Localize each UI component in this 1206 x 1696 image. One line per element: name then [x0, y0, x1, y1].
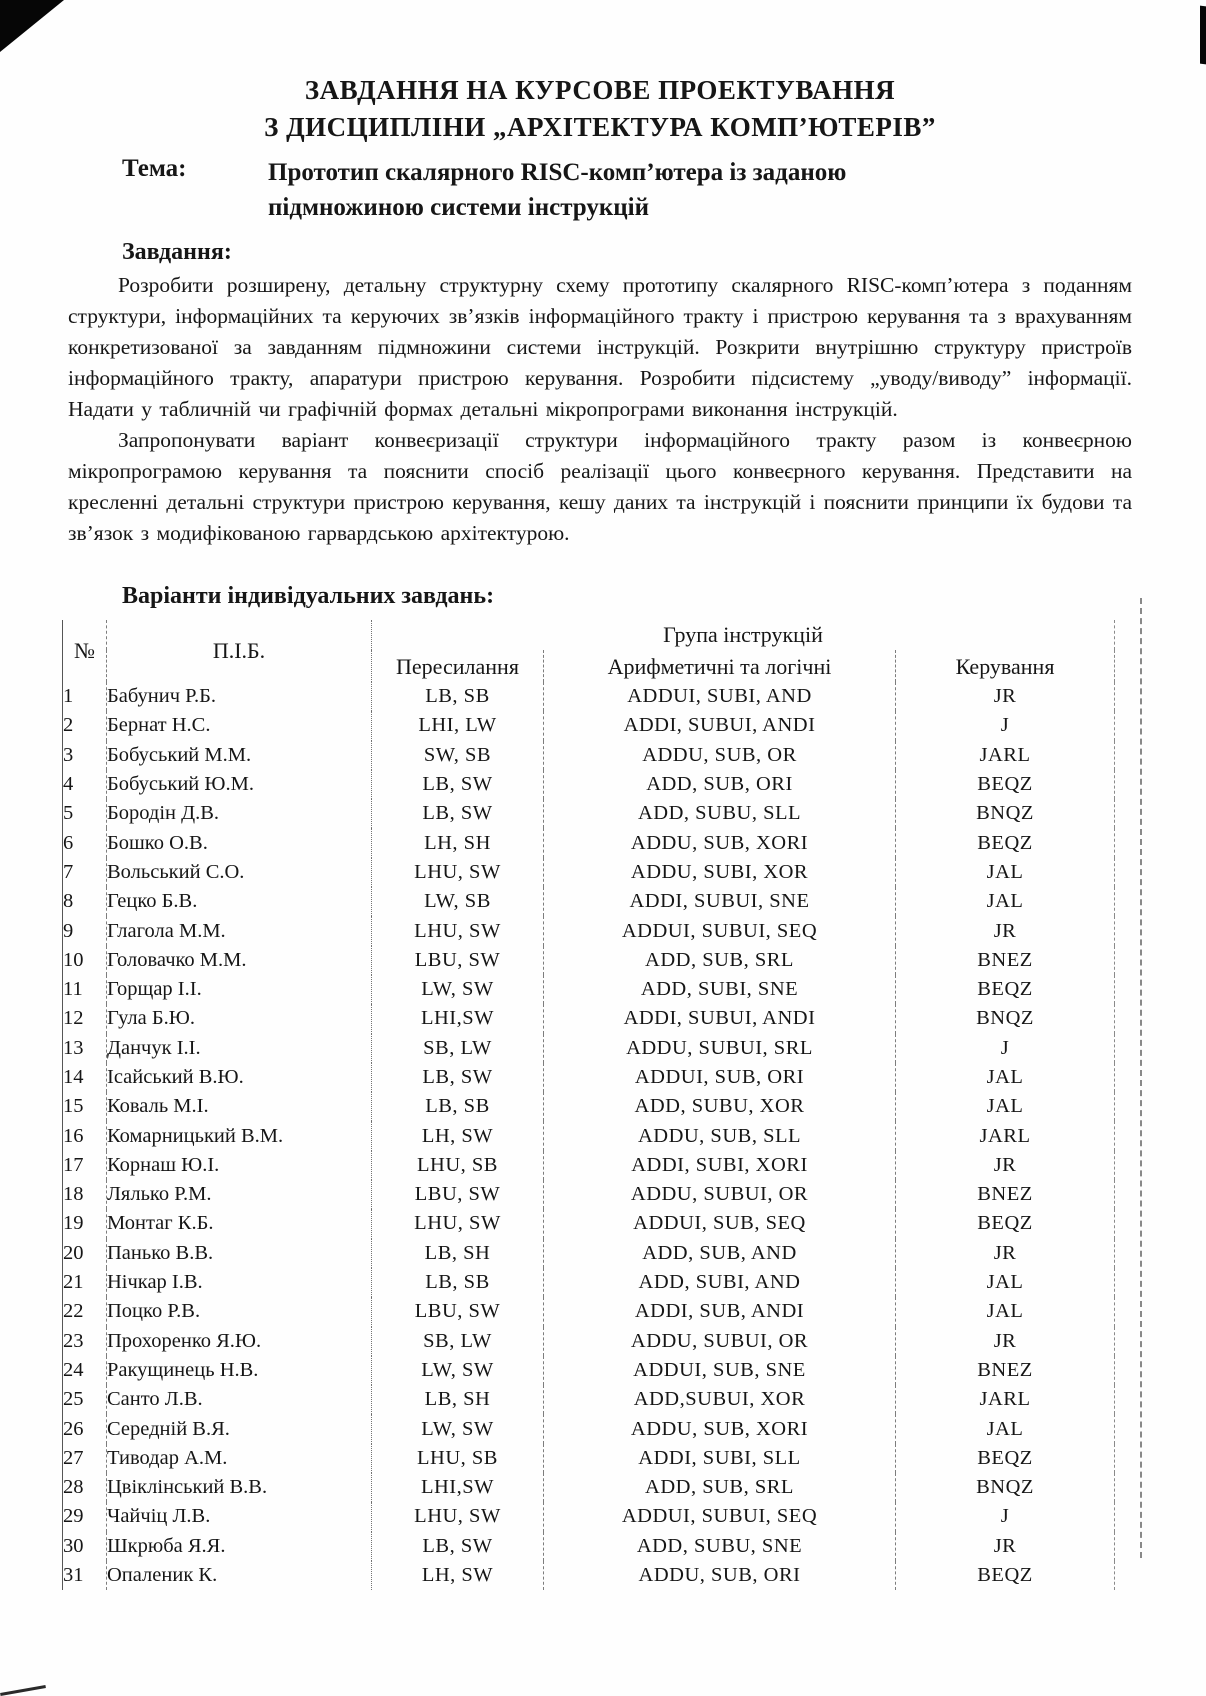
table-row: [63, 1502, 1115, 1531]
column-header-number: №: [74, 638, 95, 663]
student-name: Монтаг К.Б.: [107, 1209, 372, 1238]
table-row: [63, 799, 1115, 828]
move-instructions: LHU, SB: [372, 1151, 544, 1180]
control-instruction: BNEZ: [896, 1356, 1115, 1385]
control-instruction: BEQZ: [896, 1444, 1115, 1473]
table-row: [63, 946, 1115, 975]
variant-number: 23: [63, 1329, 84, 1352]
alu-instructions: ADDU, SUB, XORI: [544, 828, 896, 857]
variant-number: 19: [63, 1212, 84, 1235]
control-instruction: BNEZ: [896, 1180, 1115, 1209]
table-row: [63, 1327, 1115, 1356]
control-instruction: JR: [896, 682, 1115, 711]
variant-number: 1: [63, 685, 74, 708]
table-row: [63, 711, 1115, 740]
alu-instructions: ADD, SUBI, SNE: [544, 975, 896, 1004]
document-title-line1: ЗАВДАННЯ НА КУРСОВЕ ПРОЕКТУВАННЯ: [304, 75, 896, 105]
student-name: Панько В.В.: [107, 1239, 372, 1268]
table-row: [63, 1239, 1115, 1268]
variants-table-body: [63, 682, 1115, 1590]
student-name: Бабунич Р.Б.: [107, 682, 372, 711]
student-name: Опаленик К.: [107, 1561, 372, 1590]
alu-instructions: ADDU, SUB, XORI: [544, 1414, 896, 1443]
document-content: [63, 72, 1132, 1590]
student-name: Ісайський В.Ю.: [107, 1063, 372, 1092]
move-instructions: LHU, SB: [372, 1444, 544, 1473]
variants-table-header: [63, 620, 1115, 682]
variant-number: 12: [63, 1007, 84, 1030]
variant-number: 2: [63, 714, 74, 737]
variant-number: 14: [63, 1066, 84, 1088]
student-name: Гецко Б.В.: [107, 887, 372, 916]
student-name: Корнаш Ю.І.: [107, 1151, 372, 1180]
variant-number: 20: [63, 1241, 84, 1264]
move-instructions: LBU, SW: [372, 1297, 544, 1326]
student-name: Гула Б.Ю.: [107, 1004, 372, 1033]
variant-number: 10: [63, 948, 84, 971]
table-row: [63, 1121, 1115, 1150]
table-row: [63, 1268, 1115, 1297]
student-name: Глагола М.М.: [107, 916, 372, 945]
variant-number: 13: [63, 1036, 84, 1059]
alu-instructions: ADDUI, SUBUI, SEQ: [544, 916, 896, 945]
alu-instructions: ADD, SUB, SRL: [544, 1473, 896, 1502]
move-instructions: LB, SW: [372, 799, 544, 828]
alu-instructions: ADDU, SUBI, XOR: [544, 858, 896, 887]
variant-number: 6: [63, 831, 74, 854]
student-name: Горщар І.І.: [107, 975, 372, 1004]
student-name: Бобуський Ю.М.: [107, 770, 372, 799]
alu-instructions: ADD, SUBU, SLL: [544, 799, 896, 828]
student-name: Бородін Д.В.: [107, 799, 372, 828]
variant-number: 4: [63, 773, 74, 796]
alu-instructions: ADD, SUB, SRL: [544, 946, 896, 975]
control-instruction: BEQZ: [896, 975, 1115, 1004]
table-row: [63, 828, 1115, 857]
control-instruction: BNEZ: [896, 946, 1115, 975]
table-row: [63, 770, 1115, 799]
control-instruction: JR: [896, 1239, 1115, 1268]
move-instructions: LB, SB: [372, 682, 544, 711]
control-instruction: JARL: [896, 1121, 1115, 1150]
control-instruction: JAL: [896, 1414, 1115, 1443]
table-row: [63, 887, 1115, 916]
control-instruction: JAL: [896, 1268, 1115, 1297]
table-row: [63, 1444, 1115, 1473]
task-paragraph-2: Запропонувати варіант конвеєризації структури інформаційного тракту разом із конвеєрною мікропрограмою керування та пояснити спосіб реалізації цього конвеєрного керування. Представити на кресленні детальні структури пристрою керування, кешу даних та інструкцій і пояснити принципи їх будови та зв’язок з модифікованою гарвардською архітектурою.: [68, 428, 1132, 545]
variants-table: [62, 620, 1115, 1590]
alu-instructions: ADDUI, SUBUI, SEQ: [544, 1502, 896, 1531]
variant-number: 29: [63, 1505, 84, 1528]
theme-row: [68, 155, 1132, 225]
control-instruction: JAL: [896, 1063, 1115, 1092]
alu-instructions: ADDI, SUBUI, ANDI: [544, 711, 896, 740]
move-instructions: LHI,SW: [372, 1473, 544, 1502]
move-instructions: LB, SB: [372, 1092, 544, 1121]
table-row: [63, 1297, 1115, 1326]
student-name: Поцко Р.В.: [107, 1297, 372, 1326]
variant-number: 28: [63, 1476, 84, 1499]
student-name: Прохоренко Я.Ю.: [107, 1327, 372, 1356]
column-header-name: П.І.Б.: [107, 620, 372, 682]
alu-instructions: ADDU, SUBUI, OR: [544, 1180, 896, 1209]
variant-number: 17: [63, 1153, 84, 1176]
variant-number: 16: [63, 1124, 84, 1147]
move-instructions: LHI, LW: [372, 711, 544, 740]
table-row: [63, 741, 1115, 770]
variant-number: 3: [63, 743, 74, 766]
column-header-control: Керування: [896, 650, 1115, 682]
control-instruction: J: [896, 1502, 1115, 1531]
move-instructions: SB, LW: [372, 1327, 544, 1356]
alu-instructions: ADD, SUB, AND: [544, 1239, 896, 1268]
control-instruction: BEQZ: [896, 828, 1115, 857]
control-instruction: JAL: [896, 887, 1115, 916]
task-section-label: Завдання:: [122, 239, 232, 265]
student-name: Шкрюба Я.Я.: [107, 1532, 372, 1561]
student-name: Середній В.Я.: [107, 1414, 372, 1443]
move-instructions: LBU, SW: [372, 946, 544, 975]
alu-instructions: ADDU, SUBUI, OR: [544, 1327, 896, 1356]
alu-instructions: ADDUI, SUBI, AND: [544, 682, 896, 711]
control-instruction: J: [896, 1034, 1115, 1063]
move-instructions: LB, SW: [372, 770, 544, 799]
control-instruction: JAL: [896, 858, 1115, 887]
table-row: [63, 1180, 1115, 1209]
table-row: [63, 1532, 1115, 1561]
student-name: Бошко О.В.: [107, 828, 372, 857]
alu-instructions: ADDU, SUBUI, SRL: [544, 1034, 896, 1063]
student-name: Ракущинець Н.В.: [107, 1356, 372, 1385]
student-name: Комарницький В.М.: [107, 1121, 372, 1150]
move-instructions: LHU, SW: [372, 1209, 544, 1238]
column-header-arithmetic-logic: Арифметичні та логічні: [544, 650, 896, 682]
table-row: [63, 1385, 1115, 1414]
control-instruction: JAL: [896, 1297, 1115, 1326]
scan-artifact-right-dashed-line: [1140, 598, 1142, 1558]
scan-artifact-bottom-left: [0, 1685, 46, 1696]
variant-number: 27: [63, 1446, 84, 1469]
move-instructions: LHU, SW: [372, 916, 544, 945]
control-instruction: BNQZ: [896, 1004, 1115, 1033]
theme-label: Тема:: [122, 155, 187, 182]
control-instruction: BEQZ: [896, 1561, 1115, 1590]
variant-number: 25: [63, 1388, 84, 1411]
table-row: [63, 1063, 1115, 1092]
move-instructions: LB, SB: [372, 1268, 544, 1297]
table-row: [63, 916, 1115, 945]
alu-instructions: ADDU, SUB, ORI: [544, 1561, 896, 1590]
theme-text: Прототип скалярного RISC-комп’ютера із заданою підмножиною системи інструкцій: [268, 159, 847, 221]
student-name: Головачко М.М.: [107, 946, 372, 975]
student-name: Нічкар І.В.: [107, 1268, 372, 1297]
alu-instructions: ADDUI, SUB, SEQ: [544, 1209, 896, 1238]
table-row: [63, 1004, 1115, 1033]
variant-number: 24: [63, 1358, 84, 1381]
variant-number: 8: [63, 890, 74, 913]
control-instruction: BEQZ: [896, 1209, 1115, 1238]
move-instructions: LB, SH: [372, 1239, 544, 1268]
move-instructions: LHU, SW: [372, 1502, 544, 1531]
student-name: Данчук І.І.: [107, 1034, 372, 1063]
table-row: [63, 1356, 1115, 1385]
column-header-instruction-group: Група інструкцій: [372, 620, 1115, 650]
variants-heading: Варіанти індивідуальних завдань:: [122, 583, 495, 609]
control-instruction: BNQZ: [896, 799, 1115, 828]
move-instructions: LW, SW: [372, 975, 544, 1004]
alu-instructions: ADD, SUB, ORI: [544, 770, 896, 799]
alu-instructions: ADDU, SUB, SLL: [544, 1121, 896, 1150]
move-instructions: LHU, SW: [372, 858, 544, 887]
student-name: Лялько Р.М.: [107, 1180, 372, 1209]
variant-number: 7: [63, 860, 74, 883]
table-row: [63, 1034, 1115, 1063]
variant-number: 15: [63, 1095, 84, 1118]
alu-instructions: ADD, SUBI, AND: [544, 1268, 896, 1297]
move-instructions: SW, SB: [372, 741, 544, 770]
column-header-move: Пересилання: [372, 650, 544, 682]
alu-instructions: ADDUI, SUB, ORI: [544, 1063, 896, 1092]
control-instruction: BNQZ: [896, 1473, 1115, 1502]
variant-number: 9: [63, 919, 74, 942]
alu-instructions: ADD, SUBU, SNE: [544, 1532, 896, 1561]
variant-number: 22: [63, 1300, 84, 1323]
control-instruction: J: [896, 711, 1115, 740]
control-instruction: BEQZ: [896, 770, 1115, 799]
table-row: [63, 1209, 1115, 1238]
variant-number: 18: [63, 1183, 84, 1206]
move-instructions: LW, SW: [372, 1414, 544, 1443]
alu-instructions: ADDUI, SUB, SNE: [544, 1356, 896, 1385]
variant-number: 5: [63, 802, 74, 825]
alu-instructions: ADDI, SUBUI, ANDI: [544, 1004, 896, 1033]
table-row: [63, 975, 1115, 1004]
variant-number: 26: [63, 1417, 84, 1440]
student-name: Коваль М.І.: [107, 1092, 372, 1121]
table-row: [63, 1151, 1115, 1180]
task-paragraph-1: Розробити розширену, детальну структурну схему прототипу скалярного RISC-комп’ютера з поданням структури, інформаційних та керуючих зв’язків інформаційного тракту і пристрою керування та з врахуванням конкретизованої за завданням підмножини системи інструкцій. Розкрити внутрішню структуру пристроїв інформаційного тракту, апаратури пристрою керування. Розробити підсистему „уводу/виводу” інформації. Надати у табличній чи графічній формах детальні мікропрограми виконання інструкцій.: [68, 273, 1132, 421]
scan-artifact-top-left: [0, 0, 64, 52]
student-name: Тиводар А.М.: [107, 1444, 372, 1473]
alu-instructions: ADDI, SUB, ANDI: [544, 1297, 896, 1326]
move-instructions: LH, SH: [372, 828, 544, 857]
variant-number: 11: [63, 978, 83, 1001]
student-name: Вольський С.О.: [107, 858, 372, 887]
control-instruction: JR: [896, 1532, 1115, 1561]
student-name: Чайчіц Л.В.: [107, 1502, 372, 1531]
alu-instructions: ADDU, SUB, OR: [544, 741, 896, 770]
student-name: Цвіклінський В.В.: [107, 1473, 372, 1502]
variant-number: 21: [63, 1271, 84, 1294]
move-instructions: SB, LW: [372, 1034, 544, 1063]
table-row: [63, 682, 1115, 711]
control-instruction: JARL: [896, 1385, 1115, 1414]
control-instruction: JR: [896, 916, 1115, 945]
move-instructions: LHI,SW: [372, 1004, 544, 1033]
student-name: Бернат Н.С.: [107, 711, 372, 740]
move-instructions: LB, SW: [372, 1063, 544, 1092]
move-instructions: LW, SW: [372, 1356, 544, 1385]
table-row: [63, 1414, 1115, 1443]
move-instructions: LH, SW: [372, 1561, 544, 1590]
move-instructions: LW, SB: [372, 887, 544, 916]
variant-number: 31: [63, 1564, 84, 1587]
alu-instructions: ADDI, SUBI, XORI: [544, 1151, 896, 1180]
table-row: [63, 1092, 1115, 1121]
alu-instructions: ADD,SUBUI, XOR: [544, 1385, 896, 1414]
control-instruction: JAL: [896, 1092, 1115, 1121]
move-instructions: LBU, SW: [372, 1180, 544, 1209]
scan-artifact-top-right: [1200, 6, 1206, 65]
table-row: [63, 1473, 1115, 1502]
control-instruction: JARL: [896, 741, 1115, 770]
alu-instructions: ADDI, SUBUI, SNE: [544, 887, 896, 916]
variant-number: 30: [63, 1534, 84, 1557]
control-instruction: JR: [896, 1327, 1115, 1356]
move-instructions: LB, SW: [372, 1532, 544, 1561]
alu-instructions: ADDI, SUBI, SLL: [544, 1444, 896, 1473]
move-instructions: LB, SH: [372, 1385, 544, 1414]
table-row: [63, 1561, 1115, 1590]
control-instruction: JR: [896, 1151, 1115, 1180]
alu-instructions: ADD, SUBU, XOR: [544, 1092, 896, 1121]
document-title-line2: З ДИСЦИПЛІНИ „АРХІТЕКТУРА КОМП’ЮТЕРІВ”: [264, 112, 936, 142]
student-name: Санто Л.В.: [107, 1385, 372, 1414]
table-row: [63, 858, 1115, 887]
move-instructions: LH, SW: [372, 1121, 544, 1150]
student-name: Бобуський М.М.: [107, 741, 372, 770]
